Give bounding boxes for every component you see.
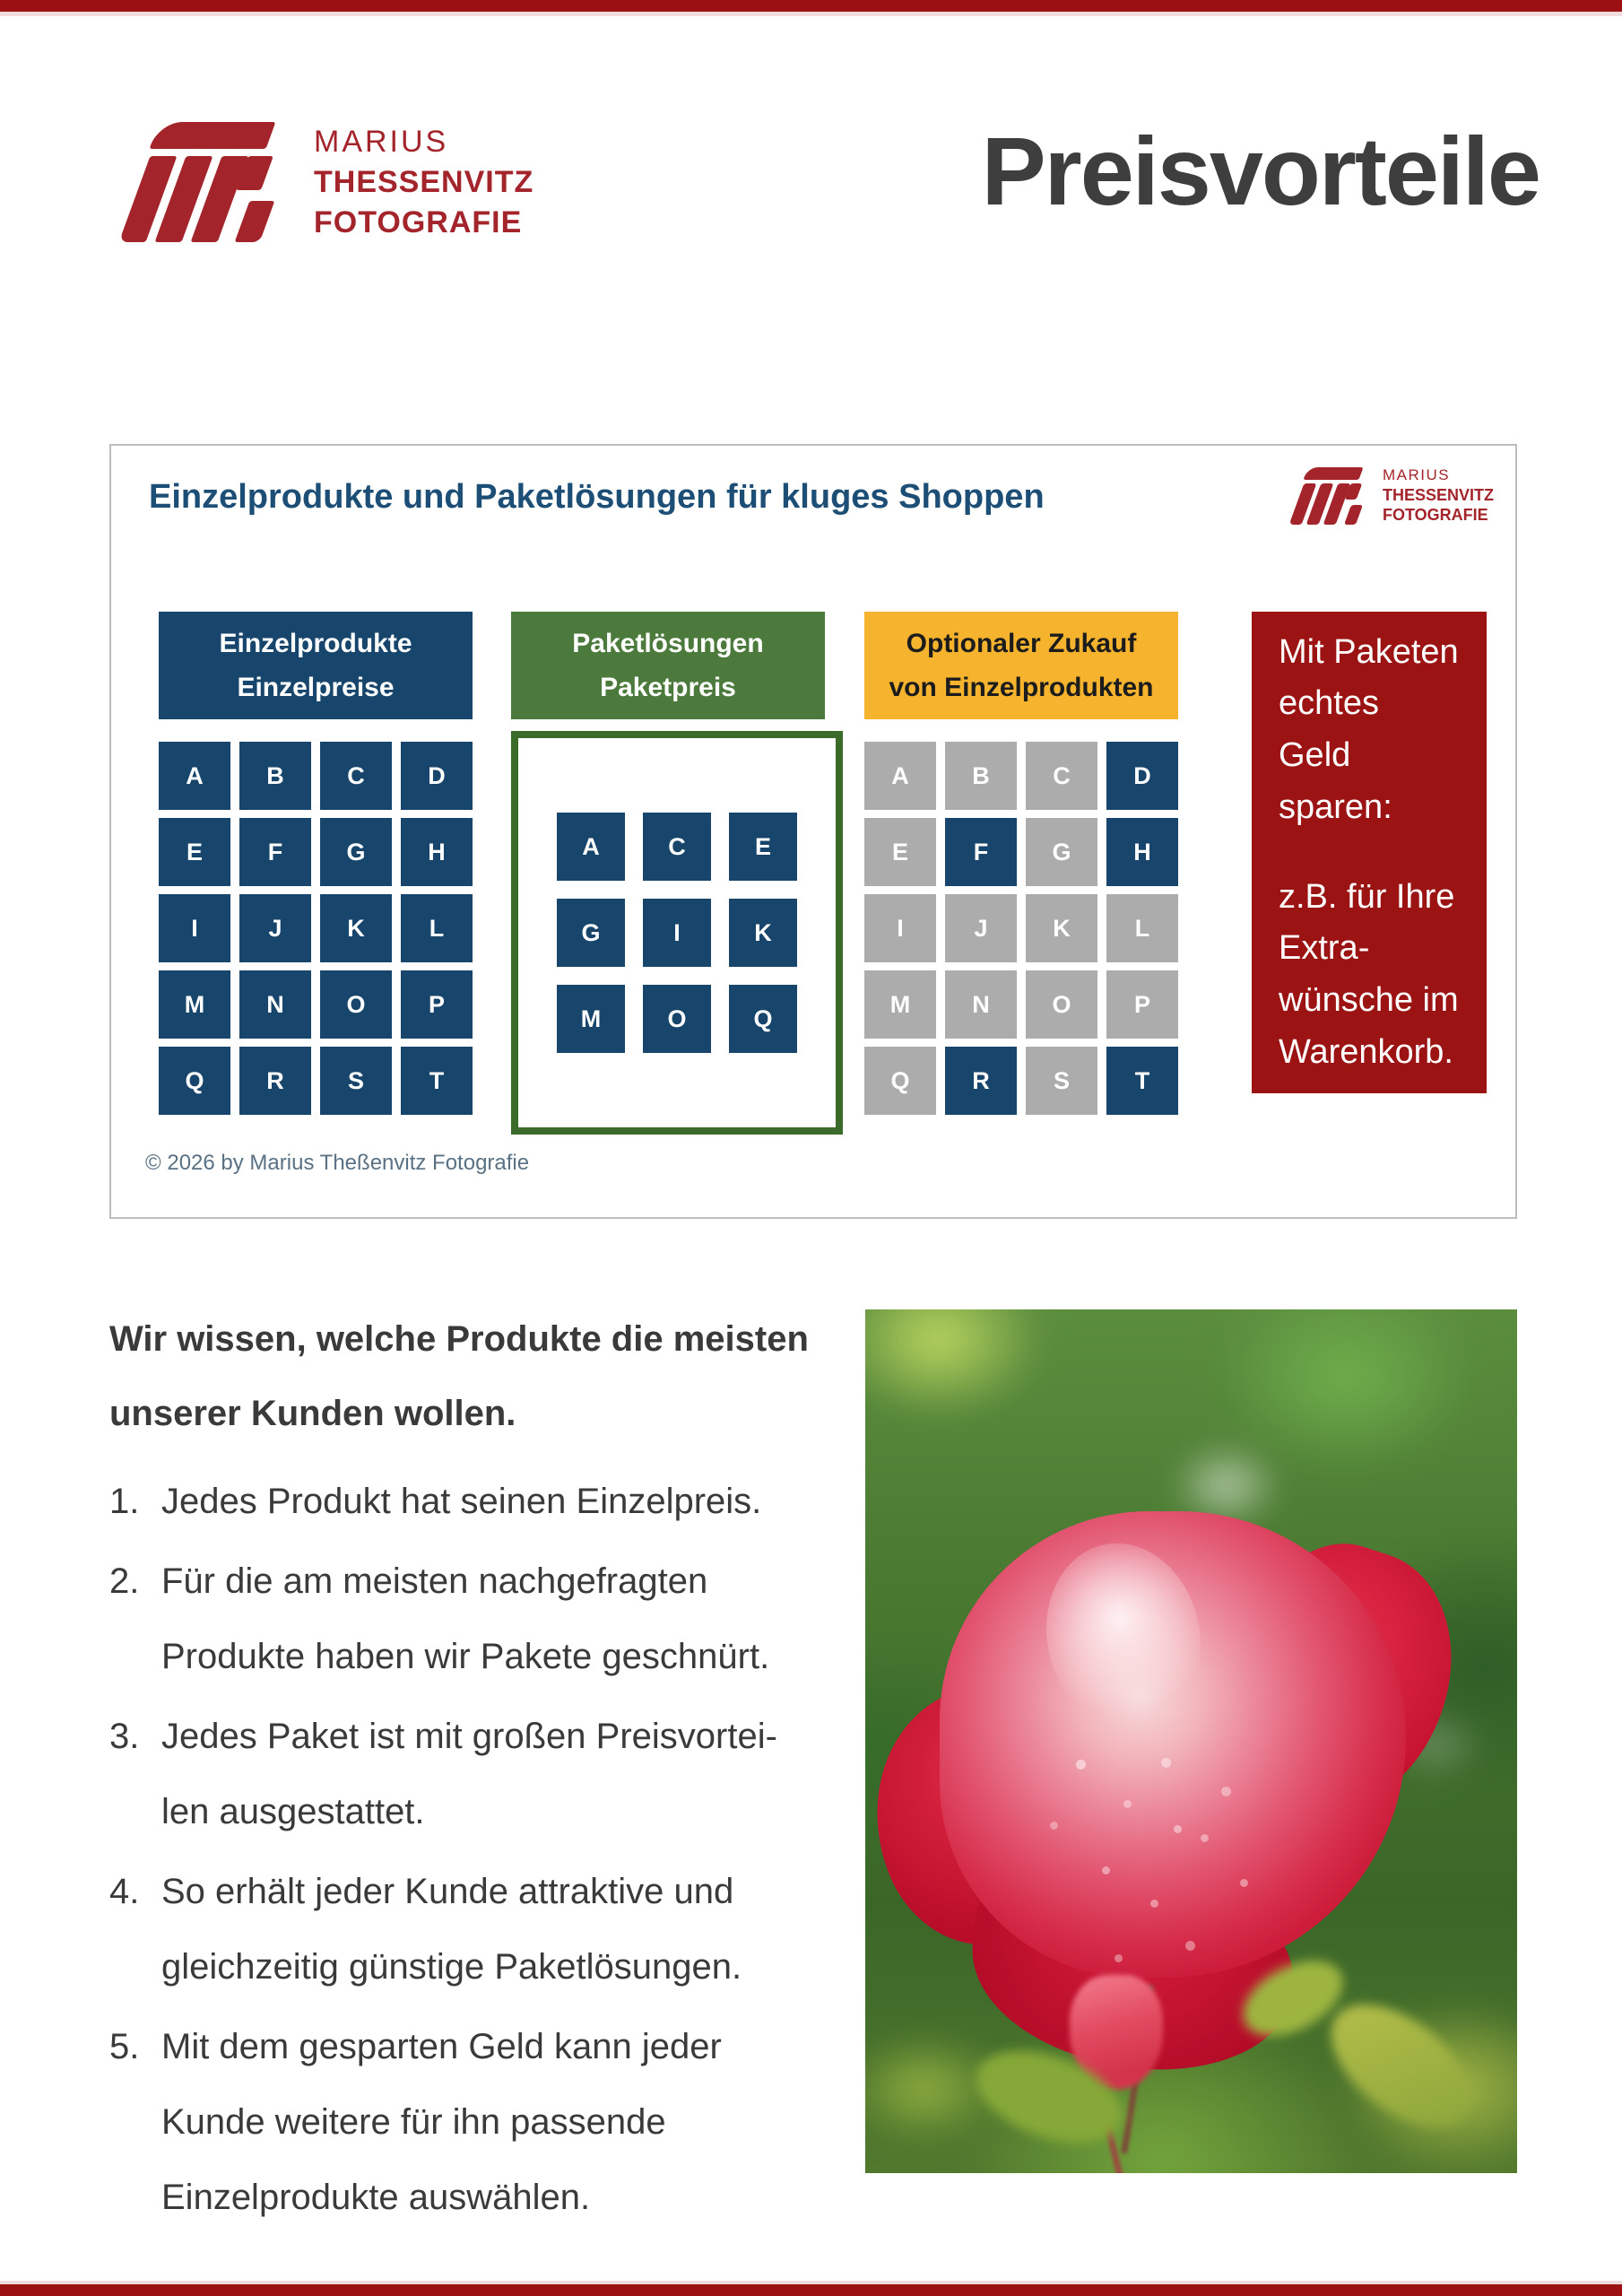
header-line: von Einzelprodukten: [889, 673, 1154, 702]
letter-tile-j: J: [945, 894, 1017, 962]
letter-tile-h: H: [401, 818, 473, 886]
letter-tile-h: H: [1106, 818, 1178, 886]
logo-mark-icon: [124, 115, 299, 251]
list-text: Jedes Produkt hat seinen Einzelpreis.: [161, 1482, 762, 1521]
letter-tile-o: O: [643, 985, 711, 1053]
letter-tile-i: I: [643, 899, 711, 967]
diagram-title: Einzelprodukte und Paketlösungen für kluges Shoppen: [149, 478, 1045, 516]
letter-tile-i: I: [864, 894, 936, 962]
intro-line-1: Wir wissen, welche Produkte die meisten: [109, 1319, 809, 1359]
water-droplets: [890, 1493, 895, 1498]
header-line: Paketlösungen: [572, 629, 764, 658]
letter-tile-q: Q: [729, 985, 797, 1053]
letter-tile-q: Q: [159, 1047, 230, 1115]
intro-line-2: unserer Kunden wollen.: [109, 1394, 516, 1433]
letter-tile-t: T: [401, 1047, 473, 1115]
logo-line-marius: MARIUS: [1382, 466, 1451, 483]
letter-tile-a: A: [557, 813, 625, 881]
intro-paragraph: [109, 1302, 880, 1451]
list-item-3: [109, 1699, 777, 1849]
letter-tile-g: G: [557, 899, 625, 967]
letter-tile-d: D: [401, 742, 473, 810]
logo-line-thessenvitz: THESSENVITZ: [314, 165, 534, 199]
letter-tile-l: L: [401, 894, 473, 962]
list-number: 2.: [109, 1561, 140, 1601]
rose-flower: [890, 1493, 1428, 2005]
grid-einzelprodukte: [159, 742, 473, 1115]
letter-tile-o: O: [320, 970, 392, 1039]
header-line: Einzelprodukte: [219, 629, 412, 658]
copyright-text: © 2026 by Marius Theßenvitz Fotografie: [145, 1151, 530, 1175]
page-title: Preisvorteile: [981, 117, 1540, 225]
letter-tile-f: F: [239, 818, 311, 886]
letter-tile-a: A: [159, 742, 230, 810]
list-text: Mit dem gesparten Geld kann jeder Kunde weitere für ihn passende Einzelprodukte auswählen.: [161, 2027, 722, 2217]
letter-tile-r: R: [945, 1047, 1017, 1115]
letter-tile-s: S: [1026, 1047, 1097, 1115]
list-text: Für die am meisten nachgefragten Produkte haben wir Pakete geschnürt.: [161, 1561, 770, 1676]
header-line: Optionaler Zukauf: [906, 629, 1137, 658]
letter-tile-t: T: [1106, 1047, 1178, 1115]
header-paketloesungen: [511, 612, 825, 719]
letter-tile-b: B: [945, 742, 1017, 810]
letter-tile-b: B: [239, 742, 311, 810]
letter-tile-i: I: [159, 894, 230, 962]
header-line: Paketpreis: [600, 673, 736, 702]
letter-tile-o: O: [1026, 970, 1097, 1039]
savings-note: [1252, 612, 1487, 1093]
logo-line-marius: MARIUS: [314, 125, 449, 159]
list-number: 4.: [109, 1872, 140, 1911]
list-item-5: [109, 2009, 777, 2235]
list-number: 3.: [109, 1717, 140, 1756]
list-item-1: [109, 1464, 777, 1539]
logo-line-thessenvitz: THESSENVITZ: [1382, 486, 1494, 504]
header-line: Einzelpreise: [237, 673, 395, 702]
letter-tile-e: E: [729, 813, 797, 881]
letter-tile-p: P: [1106, 970, 1178, 1039]
letter-tile-e: E: [864, 818, 936, 886]
letter-tile-e: E: [159, 818, 230, 886]
logo-line-fotografie: FOTOGRAFIE: [1382, 506, 1488, 524]
letter-tile-k: K: [320, 894, 392, 962]
letter-tile-n: N: [239, 970, 311, 1039]
list-number: 1.: [109, 1482, 140, 1521]
letter-tile-q: Q: [864, 1047, 936, 1115]
company-logo: [124, 115, 533, 251]
letter-tile-a: A: [864, 742, 936, 810]
grid-optionaler-zukauf: [864, 742, 1178, 1115]
grid-paketloesung: [557, 813, 797, 1053]
bottom-red-bar: [0, 2281, 1622, 2296]
top-red-bar: [0, 0, 1622, 16]
note-paragraph-1: Mit Paketen echtes Geld sparen:: [1279, 632, 1459, 826]
list-text: So erhält jeder Kunde attraktive und gleichzeitig günstige Paketlösungen.: [161, 1872, 742, 1987]
letter-tile-m: M: [864, 970, 936, 1039]
header-optionaler-zukauf: [864, 612, 1178, 719]
numbered-list: [109, 1464, 777, 2239]
letter-tile-n: N: [945, 970, 1017, 1039]
logo-text: [1383, 464, 1494, 525]
logo-line-fotografie: FOTOGRAFIE: [314, 205, 523, 239]
letter-tile-p: P: [401, 970, 473, 1039]
letter-tile-m: M: [557, 985, 625, 1053]
diagram-box: [109, 444, 1517, 1219]
paket-frame: [511, 731, 843, 1135]
header-einzelprodukte: [159, 612, 473, 719]
letter-tile-d: D: [1106, 742, 1178, 810]
letter-tile-k: K: [1026, 894, 1097, 962]
list-text: Jedes Paket ist mit großen Preisvorteilen ausgestattet.: [161, 1717, 777, 1831]
letter-tile-f: F: [945, 818, 1017, 886]
rose-photo: [865, 1309, 1517, 2173]
letter-tile-g: G: [1026, 818, 1097, 886]
note-paragraph-2: z.B. für Ihre Extra-wünsche im Warenkorb.: [1279, 877, 1459, 1071]
letter-tile-s: S: [320, 1047, 392, 1115]
letter-tile-c: C: [1026, 742, 1097, 810]
letter-tile-j: J: [239, 894, 311, 962]
letter-tile-k: K: [729, 899, 797, 967]
list-number: 5.: [109, 2027, 140, 2066]
letter-tile-l: L: [1106, 894, 1178, 962]
logo-mark-icon: [1291, 464, 1374, 528]
letter-tile-c: C: [643, 813, 711, 881]
list-item-2: [109, 1544, 777, 1694]
logo-text: [314, 115, 533, 243]
letter-tile-m: M: [159, 970, 230, 1039]
letter-tile-r: R: [239, 1047, 311, 1115]
letter-tile-g: G: [320, 818, 392, 886]
letter-tile-c: C: [320, 742, 392, 810]
list-item-4: [109, 1854, 777, 2005]
diagram-logo: [1291, 464, 1494, 528]
